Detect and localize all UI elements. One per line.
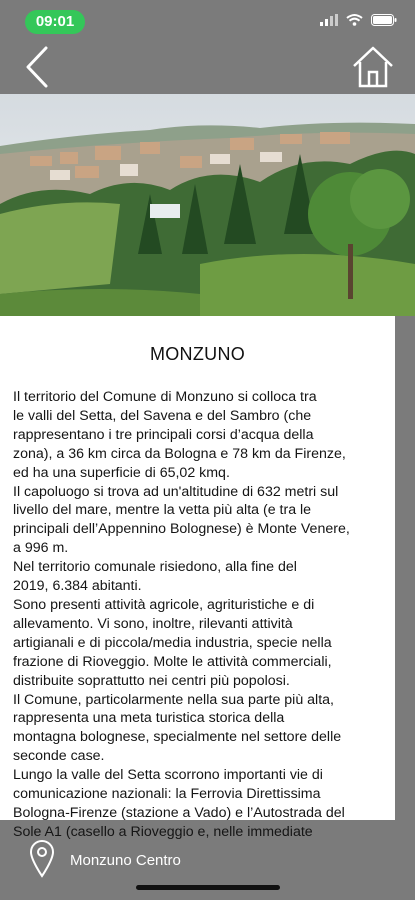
article-line: principali dell’Appennino Bolognese) è Monte Venere, [13, 521, 350, 538]
article-line: artigianali e di piccola/media industria, specie nella [13, 634, 332, 651]
article-line: Il territorio del Comune di Monzuno si colloca tra [13, 389, 317, 405]
article-line: ed ha una superficie di 65,02 kmq. [13, 464, 230, 481]
location-label[interactable]: Monzuno Centro [70, 852, 181, 869]
status-icons [320, 14, 397, 26]
home-icon [351, 44, 395, 90]
signal-icon [320, 14, 338, 26]
article-line: Lungo la valle del Setta scorrono importanti vie di [13, 767, 323, 784]
article-line: a 996 m. [13, 540, 69, 557]
hero-image [0, 94, 415, 316]
article-body [13, 388, 385, 842]
article-line: seconde case. [13, 748, 105, 765]
app-header [0, 40, 415, 94]
article-line: zona), a 36 km circa da Bologna e 78 km da Firenze, [13, 445, 346, 462]
article-line: Il Comune, particolarmente nella sua parte più alta, [13, 691, 334, 708]
status-time: 09:01 [25, 10, 85, 34]
chevron-left-icon [18, 44, 58, 90]
home-button[interactable] [351, 44, 395, 90]
article-line: Nel territorio comunale risiedono, alla fine del [13, 559, 297, 576]
landscape-photo [0, 94, 415, 316]
article-line: montagna bolognese, specialmente nel settore delle [13, 729, 342, 746]
article-line: livello del mare, mentre la vetta più alta (e tra le [13, 502, 312, 519]
article-line: frazione di Rioveggio. Molte le attività commerciali, [13, 653, 332, 670]
article-title: MONZUNO [149, 344, 246, 364]
article-line: Bologna-Firenze (stazione a Vado) e l’Autostrada del [13, 804, 345, 821]
article-line: comunicazione nazionali: la Ferrovia Direttissima [13, 786, 321, 803]
status-bar [0, 0, 415, 40]
battery-icon [371, 14, 397, 26]
article-line: rappresenta una meta turistica storica della [13, 710, 285, 727]
article-line: 2019, 6.384 abitanti. [13, 578, 142, 595]
article-line: distribuite soprattutto nei centri più popolosi. [13, 672, 290, 689]
map-pin-icon [28, 838, 56, 878]
back-button[interactable] [18, 44, 58, 90]
article-line: le valli del Setta, del Savena e del Sambro (che [13, 407, 312, 424]
article-card [0, 316, 395, 840]
article-line: Il capoluogo si trova ad un'altitudine di 632 metri sul [13, 483, 339, 500]
article-line: Sono presenti attività agricole, agrituristiche e di [13, 596, 315, 613]
article-line: rappresentano i tre principali corsi d’acqua della [13, 426, 314, 443]
article-line: Sole A1 (casello a Rioveggio e, nelle immediate [13, 823, 313, 840]
home-indicator [136, 885, 280, 890]
wifi-icon [346, 14, 363, 26]
article-line: allevamento. Vi sono, inoltre, rilevanti attività [13, 615, 293, 632]
